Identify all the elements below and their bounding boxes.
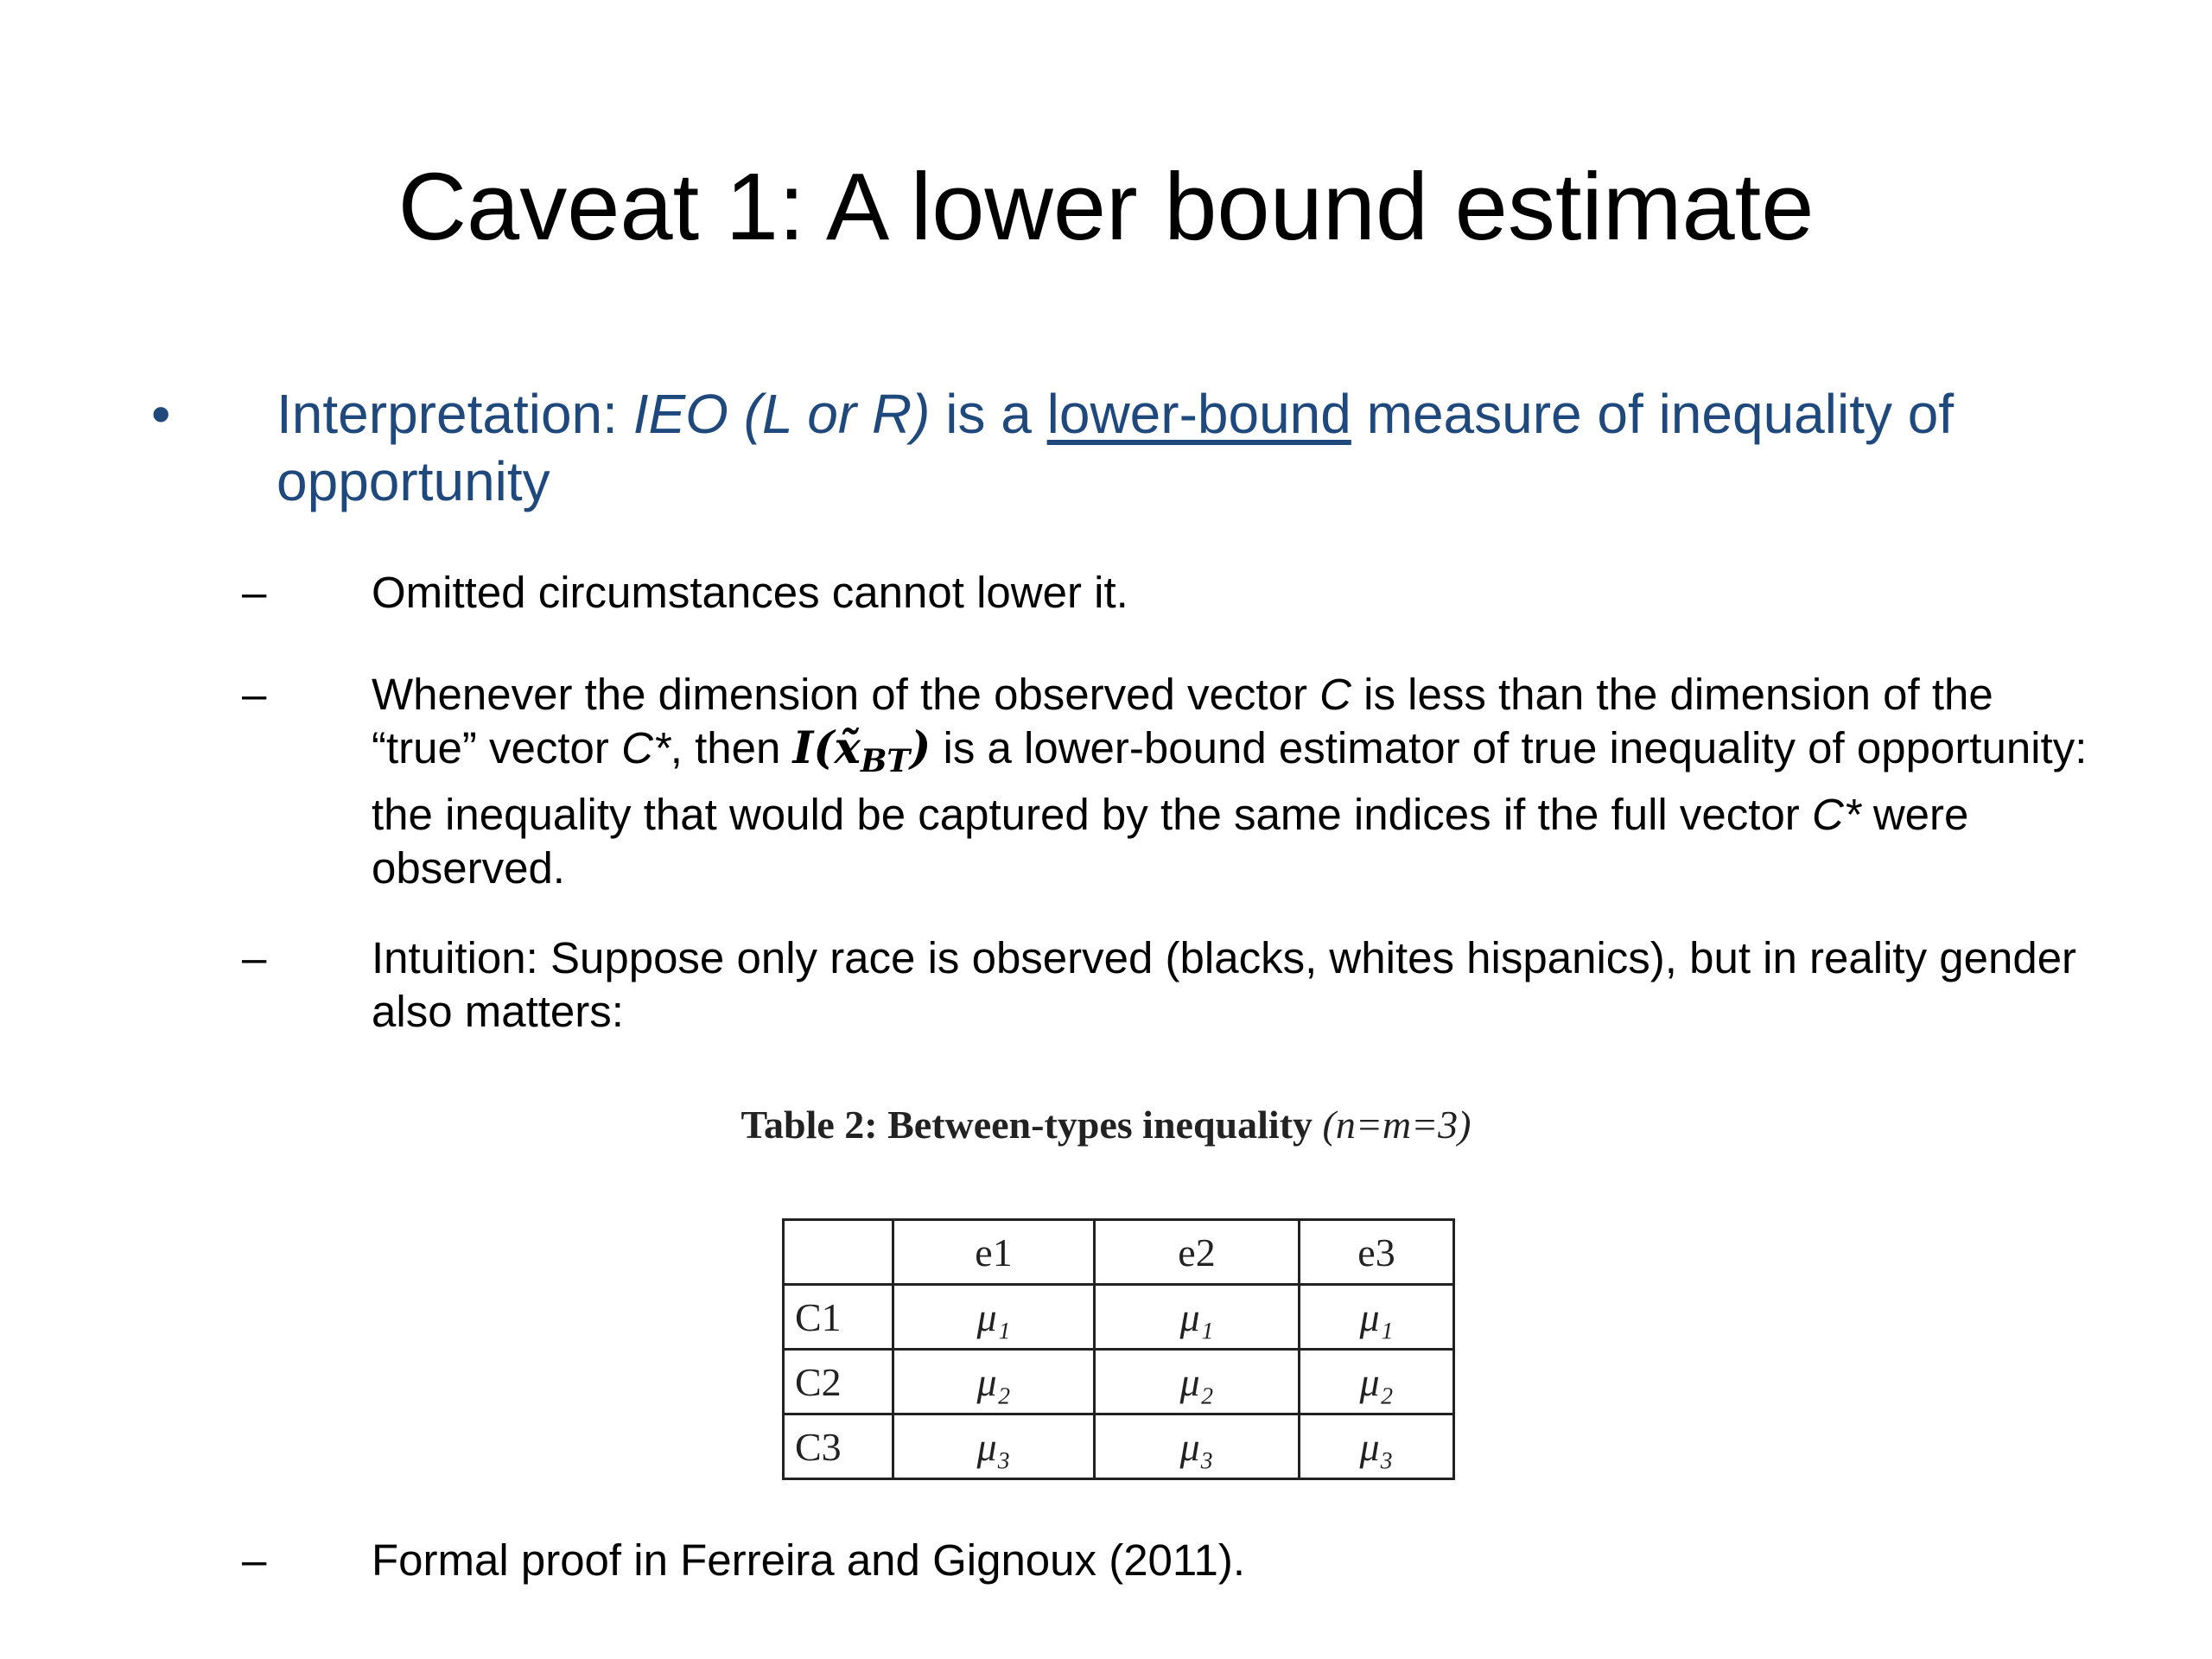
row-label: C3: [784, 1414, 893, 1479]
dash-marker: –: [242, 568, 267, 617]
formula-main: I(x̃: [792, 722, 861, 774]
table-cell: μ₂: [893, 1350, 1095, 1414]
vector-c: C: [1319, 670, 1351, 719]
dash-marker: –: [242, 1535, 267, 1585]
subpoint-text: Formal proof in Ferreira and Gignoux (2011).: [372, 1535, 1246, 1585]
header-cell: e1: [893, 1220, 1095, 1285]
between-types-table: [782, 1218, 1455, 1480]
main-bullet-text: [276, 380, 2177, 515]
row-label: C1: [784, 1285, 893, 1350]
text-part: , then: [670, 723, 793, 772]
header-cell: e3: [1300, 1220, 1454, 1285]
subpoint-text: [372, 668, 2100, 895]
dash-marker: –: [242, 670, 267, 719]
row-label: C2: [784, 1350, 893, 1414]
table-cell: μ₂: [1095, 1350, 1300, 1414]
table-cell: μ₃: [1095, 1414, 1300, 1479]
table-cell: μ₃: [893, 1414, 1095, 1479]
vector-cstar: C*: [621, 723, 671, 772]
text-part: were observed.: [372, 790, 1969, 893]
table-header-row: [784, 1220, 1454, 1285]
table-row: [784, 1285, 1454, 1350]
bullet-lower-bound: lower-bound: [1046, 383, 1351, 445]
table-cell: μ₁: [1300, 1285, 1454, 1350]
table-cell: μ₁: [1095, 1285, 1300, 1350]
bullet-is-a: is a: [930, 383, 1047, 445]
formula-close: ): [910, 722, 931, 774]
table-cell: μ₁: [893, 1285, 1095, 1350]
bullet-marker: •: [151, 383, 171, 445]
caption-param: (n=m=3): [1322, 1103, 1471, 1147]
bullet-prefix: Interpretation:: [276, 383, 633, 445]
subpoint-text: Intuition: Suppose only race is observed (blacks, whites hispanics), but in reality gender also matters:: [372, 933, 2077, 1036]
caption-text: Table 2: Between-types inequality: [741, 1103, 1313, 1147]
vector-cstar: C*: [1811, 790, 1861, 839]
table-row: [784, 1414, 1454, 1479]
inequality-formula: [792, 722, 931, 779]
header-cell: [784, 1220, 893, 1285]
bullet-rest: measure of inequality of opportunity: [276, 383, 1955, 512]
text-part: Whenever the dimension of the observed vector: [372, 670, 1320, 719]
formula-subscript: BT: [860, 743, 911, 779]
dash-marker: –: [242, 933, 267, 982]
table-caption: [0, 1102, 2212, 1147]
header-cell: e2: [1095, 1220, 1300, 1285]
text-part: is less than the dimension of the “true” vector: [372, 670, 1993, 772]
table-row: [784, 1350, 1454, 1414]
bullet-ieo: IEO (L or R): [632, 383, 931, 445]
text-part: is a lower-bound estimator of true inequality of opportunity: the inequality that would be captured by the same indices if the full vector: [372, 723, 2088, 839]
table-cell: μ₃: [1300, 1414, 1454, 1479]
subpoint-text: Omitted circumstances cannot lower it.: [372, 568, 1128, 617]
slide-title: Caveat 1: A lower bound estimate: [397, 154, 1815, 260]
table-cell: μ₂: [1300, 1350, 1454, 1414]
